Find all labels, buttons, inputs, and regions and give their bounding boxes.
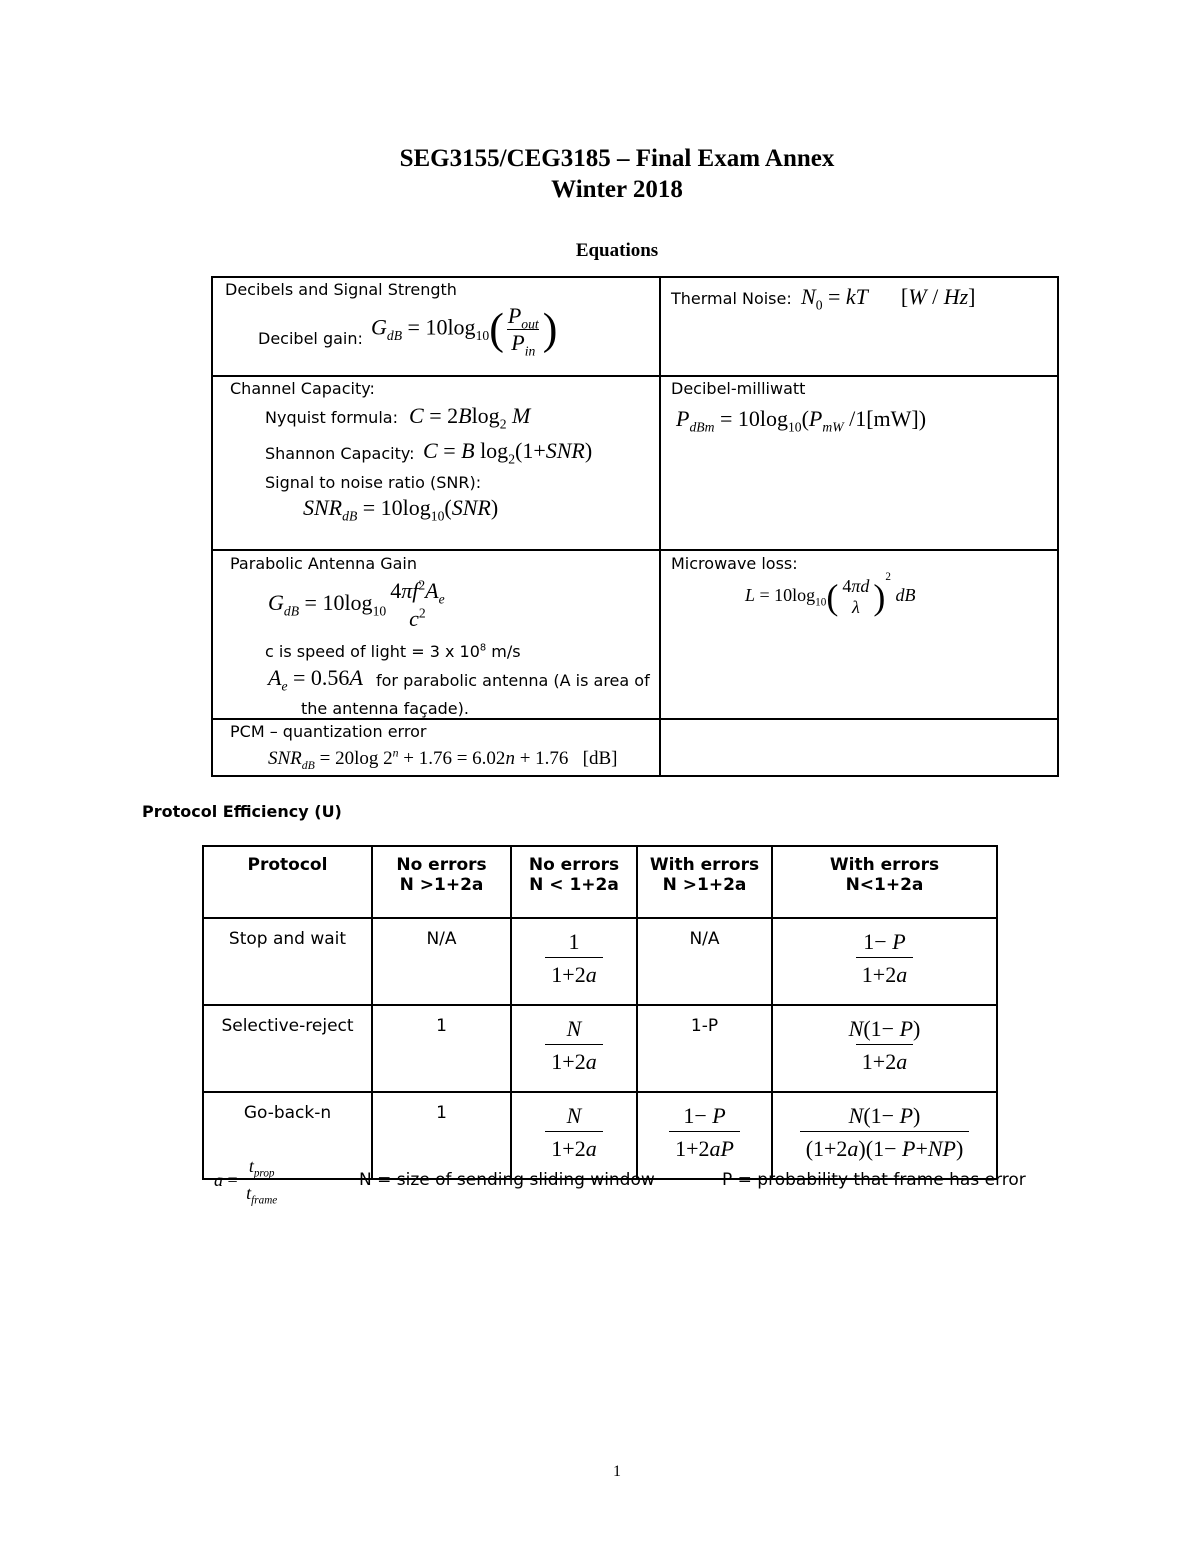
table-row	[203, 918, 997, 1005]
table-row	[203, 1005, 997, 1092]
shannon-formula: C = B $\log_2(1+SNR)$	[423, 438, 593, 467]
thermal-noise-formula: $N_0$ = kT [W / Hz]	[801, 284, 976, 313]
header-protocol: Protocol	[203, 846, 372, 918]
cell-formula: $\frac{1- P}{1+2aP}$	[637, 1092, 772, 1179]
cell-formula: $\frac{N}{1+2a}$	[511, 1092, 637, 1179]
table-header-row	[203, 846, 997, 918]
cell-value: 1	[372, 1005, 511, 1092]
snr-label: Signal to noise ratio (SNR):	[265, 473, 482, 492]
table-row	[203, 1092, 997, 1179]
n-definition: N = size of sending sliding window	[359, 1170, 655, 1190]
channel-capacity-heading: Channel Capacity:	[230, 379, 375, 398]
header-no-errors-small-window: No errors N < 1+2a	[511, 846, 637, 918]
header-with-errors-small-window: With errors N<1+2a	[772, 846, 997, 918]
cell-formula: $\frac{N}{1+2a}$	[511, 1005, 637, 1092]
cell-formula: $\frac{1}{1+2a}$	[511, 918, 637, 1005]
cell-value: 1	[372, 1092, 511, 1179]
effective-area-note: for parabolic antenna (A is area of	[376, 671, 650, 690]
header-no-errors-large-window: No errors N >1+2a	[372, 846, 511, 918]
cell-value: 1-P	[637, 1005, 772, 1092]
a-definition-formula: a = $t_{prop}$ $t_{frame}$	[214, 1156, 278, 1207]
pcm-heading: PCM – quantization error	[230, 722, 427, 741]
cell-formula: $\frac{N(1- P)}{(1+2a)(1- P+NP)}$	[772, 1092, 997, 1179]
snr-db-formula: $SNR_{dB} = 10\log_{10}(SNR)$	[303, 495, 499, 524]
cell-value: N/A	[372, 918, 511, 1005]
dbm-heading: Decibel-milliwatt	[671, 379, 806, 398]
nyquist-label: Nyquist formula:	[265, 408, 398, 427]
section-heading-protocol: Protocol Efficiency (U)	[142, 802, 342, 821]
decibel-gain-label: Decibel gain:	[258, 329, 363, 348]
page-title: SEG3155/CEG3185 – Final Exam Annex	[399, 145, 835, 172]
page-number: 1	[613, 1463, 621, 1480]
parabolic-gain-formula: $G_{dB} = 10\log_{10}$ $4\pi f^2A_e$ $c^2$	[268, 577, 445, 631]
shannon-label: Shannon Capacity:	[265, 444, 415, 463]
section-heading-equations: Equations	[575, 240, 659, 261]
page-subtitle: Winter 2018	[551, 176, 683, 203]
row-label-selective-reject: Selective-reject	[203, 1005, 372, 1092]
cell-value: N/A	[637, 918, 772, 1005]
microwave-loss-formula: $L = 10\log_{10}$( 4πd λ )$^2$ dB	[745, 571, 916, 617]
protocol-efficiency-table	[202, 845, 998, 1180]
dbm-formula: $P_{dBm} = 10\log_{10}(P_{mW}$ /1[mW])	[676, 406, 927, 435]
microwave-loss-heading: Microwave loss:	[671, 554, 798, 573]
row-label-stop-and-wait: Stop and wait	[203, 918, 372, 1005]
effective-area-note-2: the antenna façade).	[301, 699, 469, 718]
decibel-gain-formula: $G_{dB} = 10\log_{10}$( $\frac{P_{out}}{P_{in}}$ )	[371, 303, 558, 359]
p-definition: P = probability that frame has error	[722, 1170, 1026, 1190]
thermal-noise-label: Thermal Noise:	[671, 289, 792, 308]
parabolic-heading: Parabolic Antenna Gain	[230, 554, 417, 573]
effective-area-formula: $A_e = 0.56A$	[268, 665, 363, 694]
pcm-formula: $SNR_{dB} = 20\log$ $2^n + 1.76 = 6.02n + 1.76$ [dB]	[268, 746, 618, 772]
speed-of-light-note: c is speed of light = 3 x $10^8$ m/s	[265, 642, 521, 661]
cell-formula: $\frac{1- P}{1+2a}$	[772, 918, 997, 1005]
equations-table	[211, 276, 1059, 777]
header-with-errors-large-window: With errors N >1+2a	[637, 846, 772, 918]
cell-formula: $\frac{N(1- P)}{1+2a}$	[772, 1005, 997, 1092]
nyquist-formula: C = 2Blog$_2$ M	[409, 403, 531, 432]
row-label-go-back-n: Go-back-n	[203, 1092, 372, 1179]
decibels-heading: Decibels and Signal Strength	[225, 280, 457, 299]
